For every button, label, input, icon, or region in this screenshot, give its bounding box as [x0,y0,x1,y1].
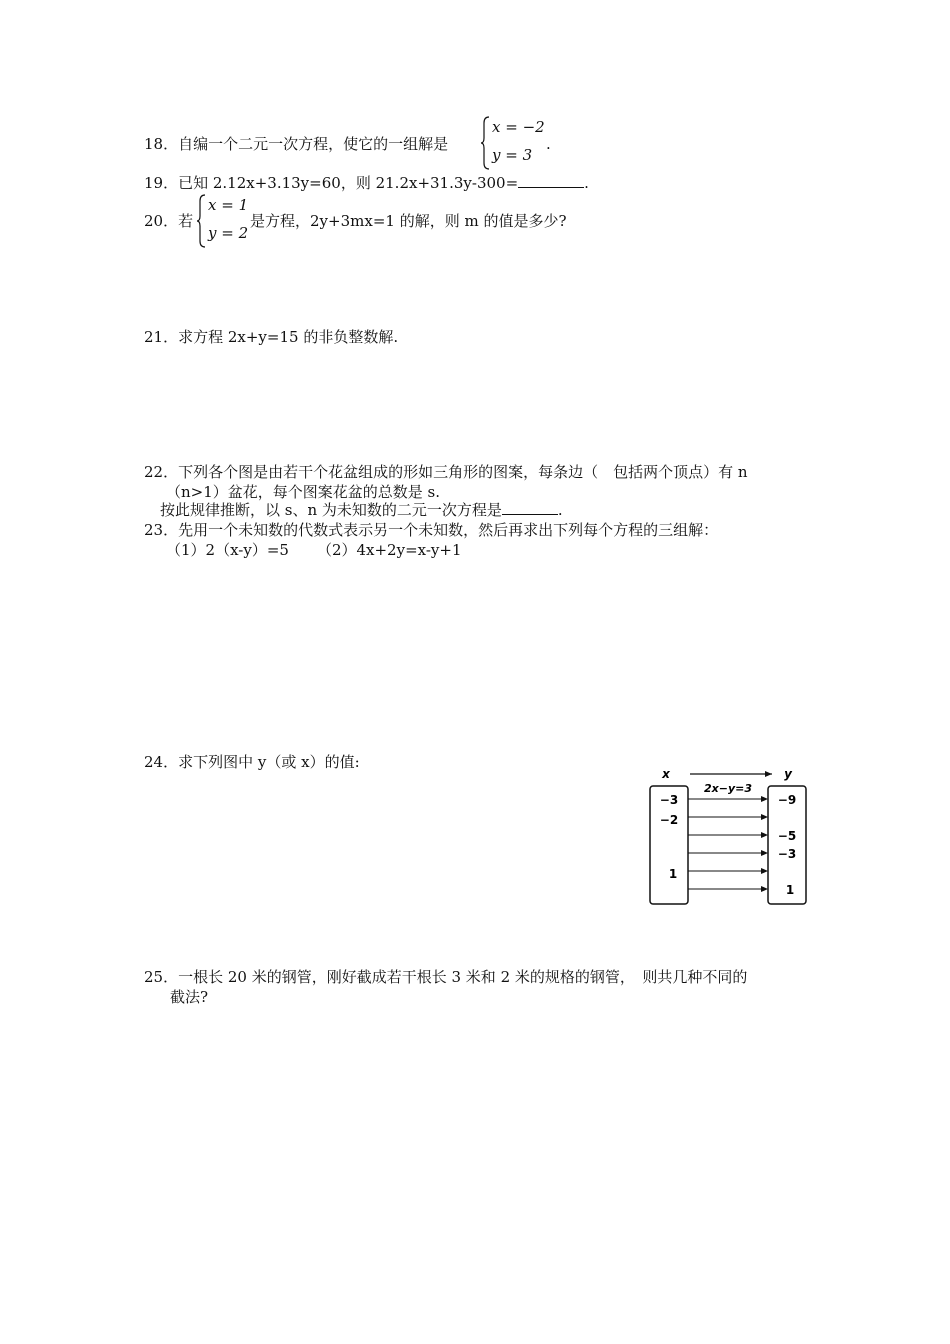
sub-question-2: （2）4x+2y=x-y+1 [316,541,462,559]
answer-blank[interactable] [518,173,584,188]
question-text: 下列各个图是由若干个花盆组成的形如三角形的图案，每条边（ 包括两个顶点）有 n [178,463,748,481]
question-text: 先用一个未知数的代数式表示另一个未知数，然后再求出下列每个方程的三组解： [178,521,719,539]
question-24 [144,752,360,772]
question-text: 自编一个二元一次方程，使它的一组解是 [178,135,449,153]
left-brace-icon [196,194,206,248]
equation-system-20 [208,196,252,248]
y-value: −3 [777,847,797,861]
sub-question-1: （1）2（x-y）=5 [166,541,289,559]
question-text: 按此规律推断，以 s、n 为未知数的二元一次方程是 [160,501,502,519]
system-line-2: y = 3 [492,146,533,164]
question-22-line-3 [160,500,563,520]
x-value: −2 [659,813,679,827]
question-text: 是方程，2y+3mx=1 的解，则 m 的值是多少? [250,212,567,230]
question-22 [144,462,748,482]
question-text: 一根长 20 米的钢管，刚好截成若干根长 3 米和 2 米的规格的钢管， 则共几种不同的 [178,968,748,986]
question-number: 18． [144,135,179,153]
mapping-arrows [688,799,764,889]
answer-blank[interactable] [502,500,558,515]
period: . [546,135,551,153]
question-number: 24． [144,753,179,771]
y-value: −9 [777,793,797,807]
period: . [584,174,589,192]
question-number: 20． [144,212,179,230]
question-23-parts [166,540,462,560]
y-value: −5 [777,829,797,843]
question-text: 求方程 2x+y=15 的非负整数解. [178,328,399,346]
y-value: 1 [785,883,795,897]
period: . [557,501,563,519]
question-21 [144,327,398,347]
question-number: 25． [144,968,179,986]
question-text-continued: 截法? [170,988,209,1006]
question-text: 已知 2.12x+3.13y=60，则 21.2x+31.3y-300= [178,174,519,192]
question-18 [144,134,448,154]
left-brace-icon [480,116,490,170]
system-line-1: x = 1 [208,196,249,214]
question-text: 若 [178,212,194,230]
question-text-continued: （n>1）盆花，每个图案花盆的总数是 s. [166,483,441,501]
question-number: 19． [144,174,179,192]
arrow-head-icons [761,796,768,892]
x-label: x [662,767,670,781]
y-label: y [784,767,792,781]
question-19 [144,173,589,193]
question-number: 21． [144,328,179,346]
system-line-2: y = 2 [208,224,249,242]
question-25 [144,967,747,987]
mapping-diagram [648,764,808,908]
question-text: 求下列图中 y（或 x）的值: [178,753,360,771]
system-line-1: x = −2 [492,118,545,136]
x-value: −3 [659,793,679,807]
arrow-head-icon [765,771,772,777]
question-number: 22． [144,463,179,481]
question-number: 23． [144,521,179,539]
question-23 [144,520,718,540]
x-value: 1 [668,867,678,881]
rule-label: 2x−y=3 [703,782,753,795]
equation-system-18 [492,118,552,170]
question-20-prefix [144,211,193,231]
